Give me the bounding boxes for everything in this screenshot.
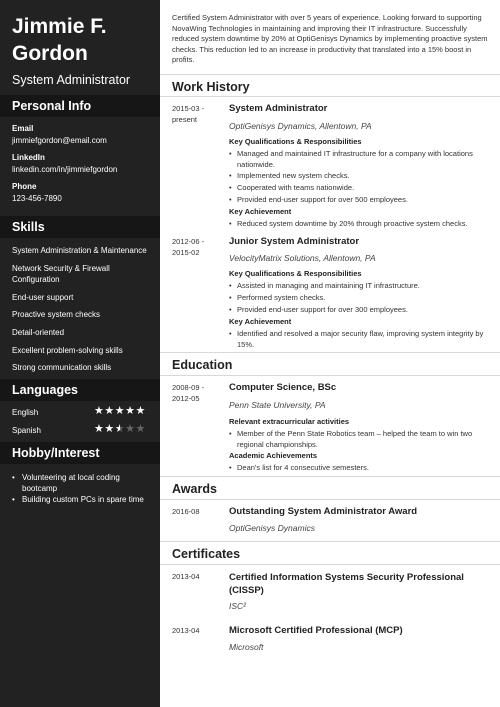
phone-value: 123-456-7890 bbox=[12, 194, 62, 203]
divider bbox=[160, 564, 500, 565]
achievement-label: Key Achievement bbox=[229, 317, 292, 326]
star-icon: ★ bbox=[135, 405, 146, 417]
star-icon: ★ bbox=[104, 423, 115, 435]
qualifications-label: Key Qualifications & Responsibilities bbox=[229, 269, 362, 278]
degree: Computer Science, BSc bbox=[229, 382, 337, 393]
skill-item: Network Security & Firewall Configuration bbox=[12, 264, 110, 284]
list-item: • Cooperated with teams nationwide. bbox=[229, 182, 489, 193]
skills-heading: Skills bbox=[0, 216, 160, 238]
job-title: System Administrator bbox=[229, 103, 328, 114]
list-item: • Member of the Penn State Robotics team – helped the team to win two regional championships. bbox=[229, 428, 489, 450]
divider bbox=[160, 541, 500, 542]
certificate-date: 2013-04 bbox=[172, 572, 200, 581]
divider bbox=[160, 499, 500, 500]
list-item: • Assisted in managing and maintaining IT infrastructure. bbox=[229, 280, 489, 291]
star-icon: ★ bbox=[94, 423, 105, 435]
email-label: Email bbox=[12, 124, 34, 133]
list-item: • Managed and maintained IT infrastructure for a company with locations nationwide. bbox=[229, 148, 489, 170]
star-icon: ★ bbox=[94, 405, 105, 417]
academic-achievements-label: Academic Achievements bbox=[229, 451, 318, 460]
email-value[interactable]: jimmiefgordon@email.com bbox=[12, 136, 107, 145]
list-item: • Identified and resolved a major security flaw, improving system integrity by 15%. bbox=[229, 328, 489, 350]
award-title: Outstanding System Administrator Award bbox=[229, 506, 418, 517]
personal-info-heading: Personal Info bbox=[0, 95, 160, 117]
job-org: VelocityMatrix Solutions, Allentown, PA bbox=[229, 253, 376, 263]
rating-stars bbox=[94, 405, 146, 417]
certificate-title: Certified Information Systems Security Professional (CISSP) bbox=[229, 572, 464, 596]
activities-label: Relevant extracurricular activities bbox=[229, 417, 350, 426]
list-item: • Dean's list for 4 consecutive semesters. bbox=[229, 462, 489, 473]
divider bbox=[160, 375, 500, 376]
list-item: • Performed system checks. bbox=[229, 292, 489, 303]
award-org: OptiGenisys Dynamics bbox=[229, 523, 315, 533]
phone-label: Phone bbox=[12, 182, 37, 191]
star-icon: ★ bbox=[125, 405, 136, 417]
star-icon: ★ bbox=[104, 405, 115, 417]
list-item: • Reduced system downtime by 20% through proactive system checks. bbox=[229, 218, 489, 229]
star-icon: ★ bbox=[135, 423, 146, 435]
list-item: • Implemented new system checks. bbox=[229, 170, 489, 181]
job-title: System Administrator bbox=[12, 73, 131, 87]
hobby-item: • Volunteering at local coding bootcamp bbox=[12, 472, 152, 494]
main-content bbox=[160, 0, 500, 707]
job-date: 2015-03 - present bbox=[172, 104, 205, 124]
skill-item: Detail-oriented bbox=[12, 328, 65, 337]
job-title: Junior System Administrator bbox=[229, 236, 360, 247]
skill-item: System Administration & Maintenance bbox=[12, 246, 147, 255]
language-name: English bbox=[12, 408, 39, 417]
linkedin-value[interactable]: linkedin.com/in/jimmiefgordon bbox=[12, 165, 118, 174]
skill-item: End-user support bbox=[12, 293, 74, 302]
education-heading: Education bbox=[172, 358, 233, 372]
hobby-heading: Hobby/Interest bbox=[0, 442, 160, 464]
skill-item: Excellent problem-solving skills bbox=[12, 346, 123, 355]
language-name: Spanish bbox=[12, 426, 41, 435]
work-history-heading: Work History bbox=[172, 80, 250, 94]
list-item: • Provided end-user support for over 500 employees. bbox=[229, 194, 489, 205]
qualifications-label: Key Qualifications & Responsibilities bbox=[229, 137, 362, 146]
summary-text: Certified System Administrator with over 5 years of experience. Looking forward to supporting NovaWing Technologies in maintaining and improving their IT infrastructure. Successfully reduced system downtime by 20% at OptiGenisys Dynamics by implementing proactive system checks. This reduction led to an increase in productivity that translated into a 15% boost in profits. bbox=[172, 13, 488, 64]
half-star-icon: ★ bbox=[114, 423, 126, 435]
divider bbox=[160, 96, 500, 97]
star-icon: ★ bbox=[125, 423, 136, 435]
divider bbox=[160, 352, 500, 353]
job-date: 2012-06 - 2015-02 bbox=[172, 237, 205, 257]
certificates-heading: Certificates bbox=[172, 547, 241, 561]
star-icon: ★ bbox=[114, 405, 126, 417]
hobby-item: • Building custom PCs in spare time bbox=[12, 494, 152, 505]
candidate-name: Jimmie F. Gordon bbox=[12, 15, 107, 65]
list-item: • Provided end-user support for over 300 employees. bbox=[229, 304, 489, 315]
certificate-title: Microsoft Certified Professional (MCP) bbox=[229, 625, 403, 636]
awards-heading: Awards bbox=[172, 482, 217, 496]
education-date: 2008-09 - 2012-05 bbox=[172, 383, 205, 403]
job-org: OptiGenisys Dynamics, Allentown, PA bbox=[229, 121, 372, 131]
certificate-org: Microsoft bbox=[229, 642, 264, 652]
languages-heading: Languages bbox=[0, 379, 160, 401]
certificate-date: 2013-04 bbox=[172, 626, 200, 635]
linkedin-label: LinkedIn bbox=[12, 153, 45, 162]
certificate-org: ISC² bbox=[229, 601, 246, 611]
divider bbox=[160, 74, 500, 75]
divider bbox=[160, 476, 500, 477]
rating-stars bbox=[94, 423, 146, 435]
achievement-label: Key Achievement bbox=[229, 207, 292, 216]
skill-item: Strong communication skills bbox=[12, 363, 112, 372]
sidebar bbox=[0, 0, 160, 707]
skill-item: Proactive system checks bbox=[12, 310, 101, 319]
school: Penn State University, PA bbox=[229, 400, 326, 410]
award-date: 2016-08 bbox=[172, 507, 200, 516]
